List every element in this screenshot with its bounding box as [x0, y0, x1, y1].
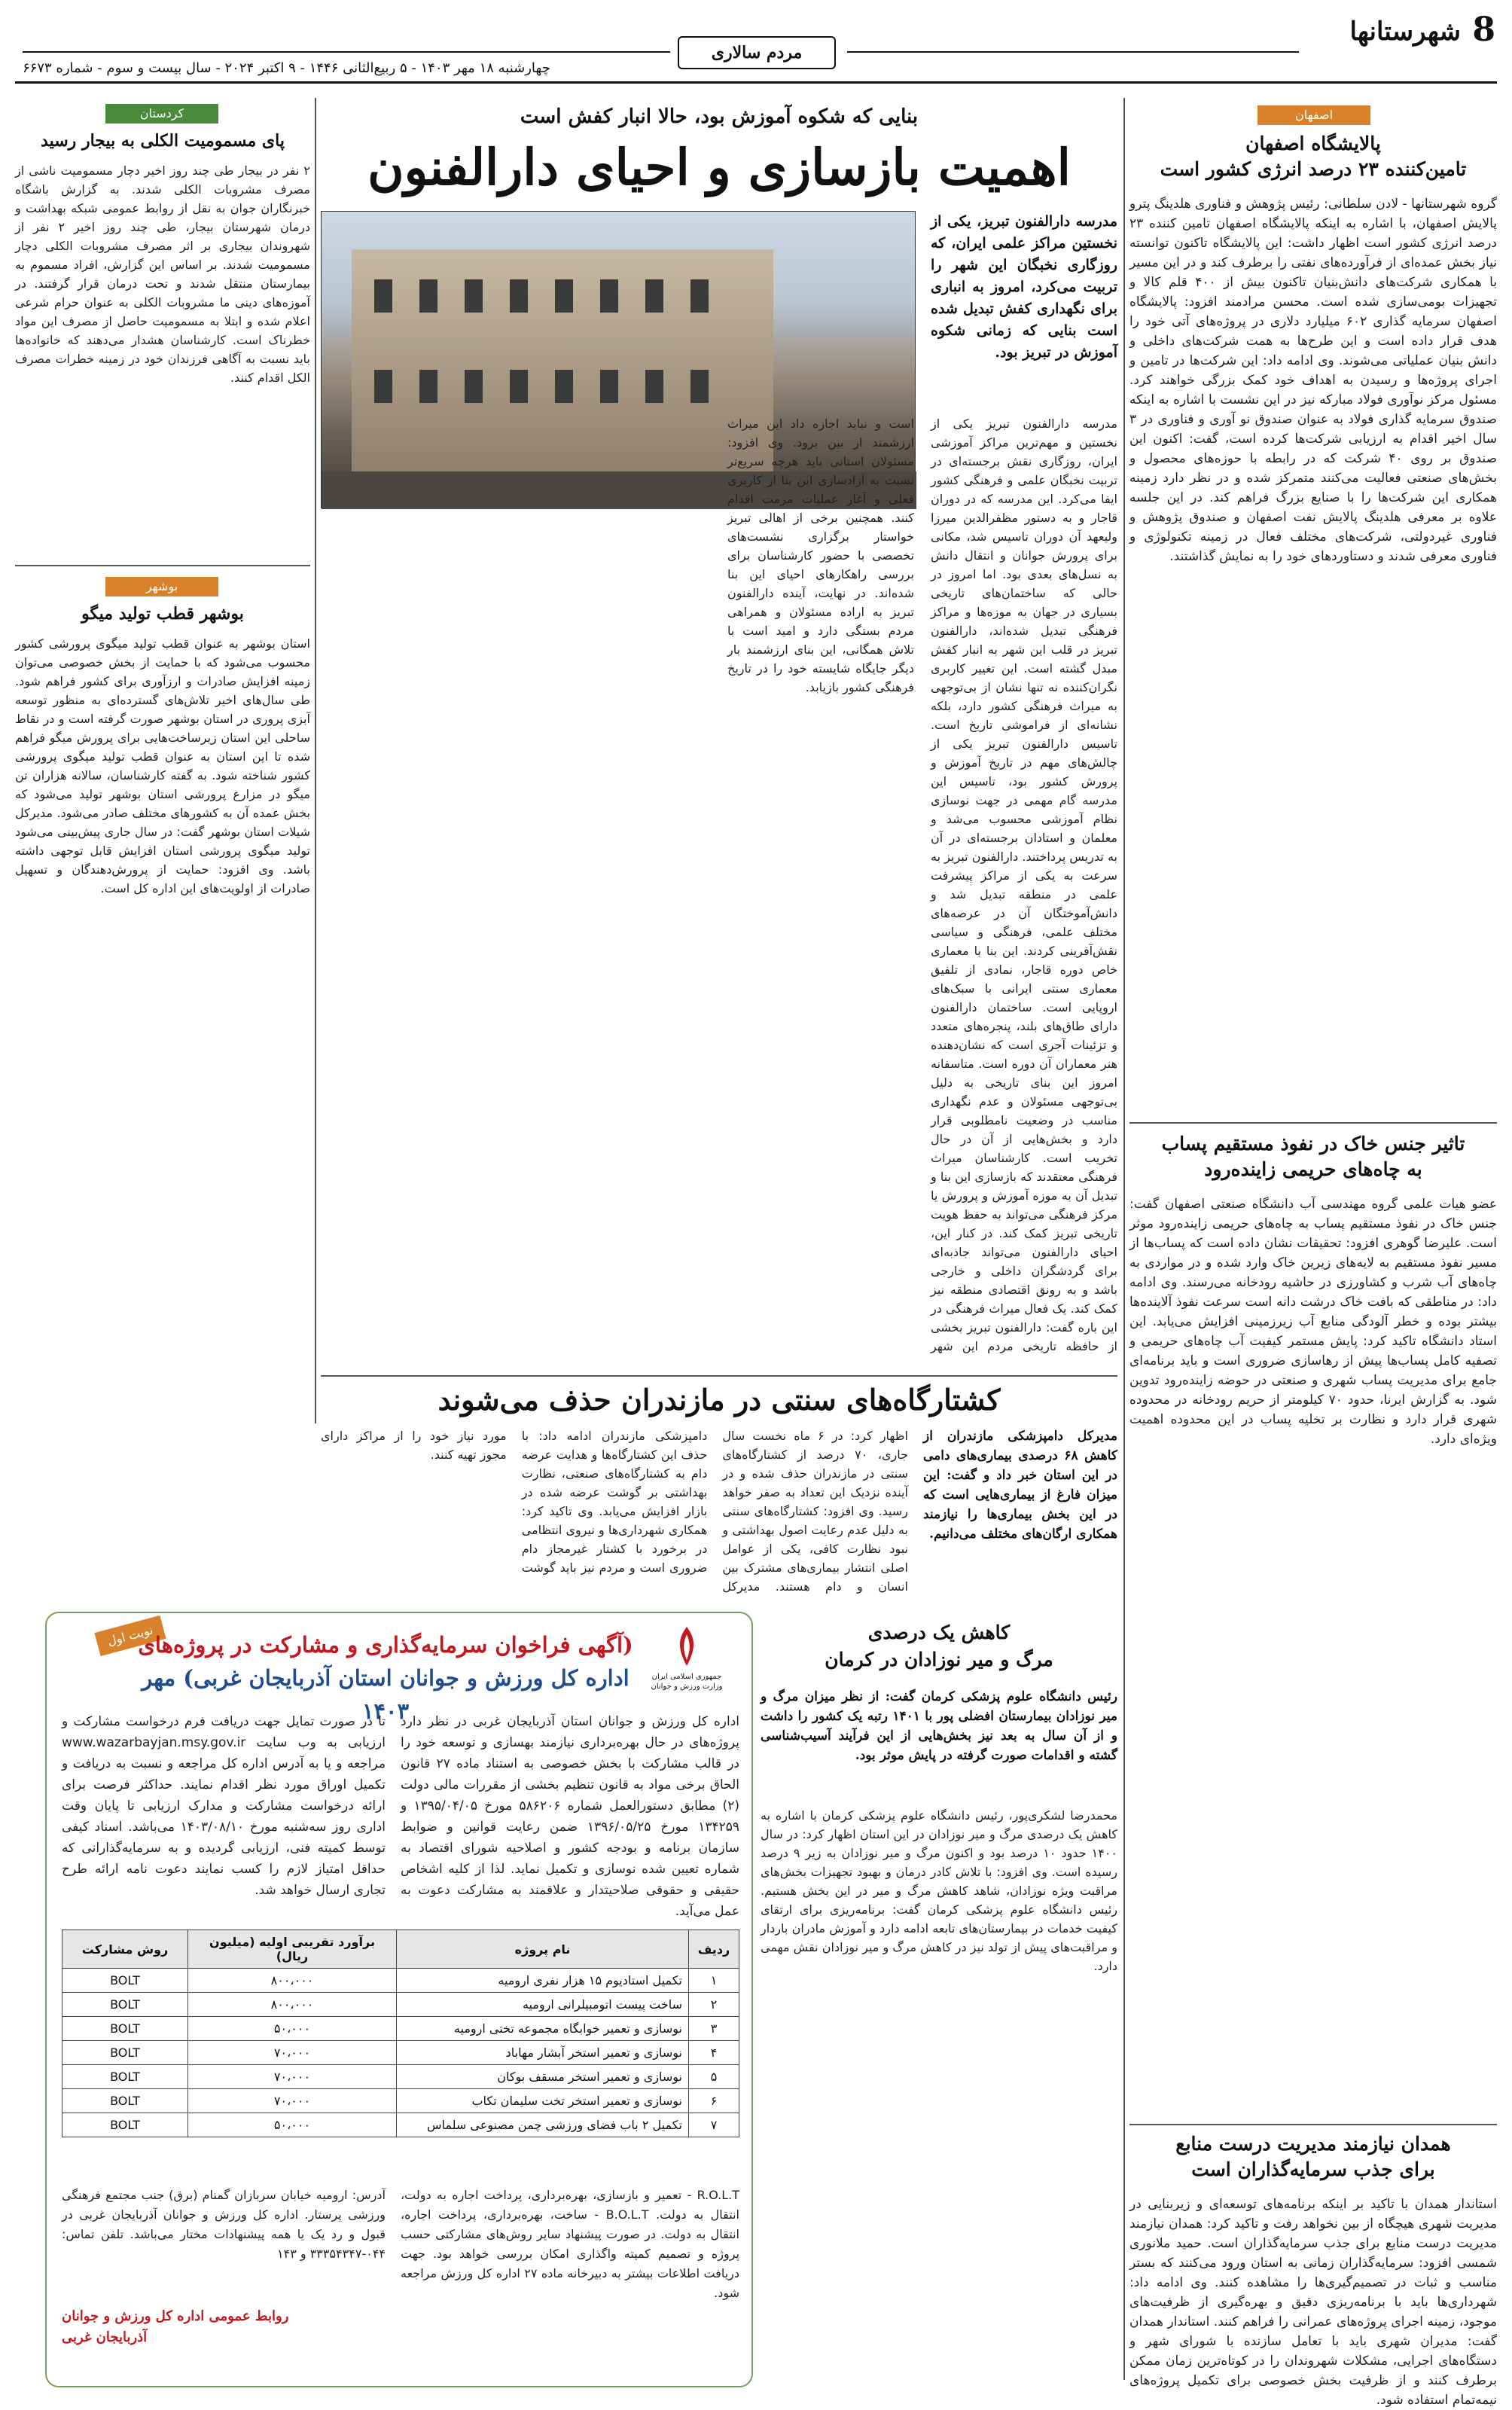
page-number: 8 [1472, 11, 1495, 49]
row-number: ۵ [689, 2065, 739, 2089]
emblem-icon [664, 1624, 709, 1669]
masthead-rule-right [847, 51, 1299, 53]
ad-intro: اداره کل ورزش و جوانان استان آذربایجان غربی در نظر دارد پروژه‌های در حال بهره‌برداری نیازمند بهسازی و توسعه خود را در قالب مشارکت با بخش خصوصی به استناد ماده ۲۷ قانون الحاق برخی مواد به قانون تنظیم بخشی از مقررات مالی دولت (۲) مطابق دستورالعمل شماره ۵۸۶۲۰۶ مورخ ۱۳۹۵/۰۴/۰۵ و ۱۳۴۲۵۹ مورخ ۱۳۹۶/۰۵/۲۵ ضمن رعایت قوانین و ضوابط سازمان برنامه و بودجه کشور و اصلاحیه شورای اقتصاد به شماره تعیین شده نوسازی و تکمیل نماید. لذا از کلیه اشخاص حقیقی و حقوقی صلاحیتدار و علاقمند به مشارکت دعوت به عمل می‌آید. [401, 1714, 739, 1919]
article-title-hamedan: همدان نیازمند مدیریت درست منابع برای جذب سرمایه‌گذاران است [1175, 2133, 1451, 2180]
article-body-bijar: ۲ نفر در بیجار طی چند روز اخیر دچار مسمومیت ناشی از مصرف مشروبات الکلی شدند. به گزارش باشگاه خبرنگاران جوان به نقل از روابط عمومی شبکه بهداشت و درمان شهرستان بیجار، طی چند روز اخیر ۲ نفر از شهروندان بیجاری بر اثر مصرف مشروبات الکلی دچار مسمومیت شدند. بر اساس این گزارش، افراد مسموم به بیمارستان منتقل شدند و تحت درمان قرار گرفتند. در آموزه‌های دینی ما مشروبات الکلی به عنوان حرام شرعی اعلام شده و ابتلا به مسمومیت حاصل از مصرف این مواد خطرناک است. کارشناسان هشدار می‌دهند که خانواده‌ها باید نسبت به آگاهی فرزندان خود در زمینه خطرات مصرف الکل اقدام کنند. [15, 163, 311, 385]
dateline: چهارشنبه ۱۸ مهر ۱۴۰۳ - ۵ ربیع‌الثانی ۱۴۴۶ - ۹ اکتبر ۲۰۲۴ - سال بیست و سوم - شماره ۶۶۷۳ [23, 60, 550, 76]
article-kerman [761, 1612, 1117, 2387]
article-lead: مدرسه دارالفنون تبریز، یکی از نخستین مراکز علمی ایران، که روزگاری نخبگان این شهر را تربیت می‌کرد، امروز به انباری برای نگهداری کفش تبدیل شده است بنایی که زمانی شکوه آموزش در تبریز بود. [931, 213, 1117, 361]
left-column [15, 98, 310, 1416]
table-header-row [62, 1930, 739, 1969]
main-article-tabriz [321, 98, 1117, 1371]
article-lead-mazandaran: مدیرکل دامپزشکی مازندران از کاهش ۶۸ درصدی بیماری‌های دامی در این استان خبر داد و گفت: این میزان فارغ از بیماری‌هایی است که در این بخش بیماری‌ها را نیازمند همکاری ارگان‌های مختلف می‌دانیم. [923, 1429, 1117, 1542]
row-number: ۱ [689, 1969, 739, 1993]
region-tag-bushehr: بوشهر [105, 577, 218, 596]
project-name: نوسازی و تعمیر خوابگاه مجموعه تختی ارومیه [397, 2017, 689, 2041]
row-number: ۳ [689, 2017, 739, 2041]
right-column [1129, 98, 1498, 2408]
article-body-hamedan: استاندار همدان با تاکید بر اینکه برنامه‌های توسعه‌ای و زیربنایی در مدیریت شهری هیچگاه از بین نخواهد رفت و تاکید کرد: همدان نیازمند مدیریت درست منابع برای جذب سرمایه‌گذاران است. حمید ملانوری شمسی افزود: سرمایه‌گذاران زمانی به استان ورود می‌کنند که بستر مناسب و ثبات در تصمیم‌گیری‌ها را مشاهده کنند. وی ادامه داد: شهرداری‌ها باید با برنامه‌ریزی دقیق و بهره‌گیری از ظرفیت‌های موجود، زمینه اجرای پروژه‌های عمرانی را فراهم کنند. استاندار همدان گفت: مدیران شهری باید با تعامل سازنده با شورای شهر و دستگاه‌های اجرایی، مشکلات شهروندان را در کوتاه‌ترین زمان ممکن برطرف کنند و از ظرفیت بخش خصوصی برای تکمیل پروژه‌های نیمه‌تمام استفاده شود. [1129, 2197, 1497, 2408]
project-name: نوسازی و تعمیر استخر آبشار مهاباد [397, 2041, 689, 2065]
article-body-mazandaran: اظهار کرد: در ۶ ماه نخست سال جاری، ۷۰ درصد از کشتارگاه‌های سنتی در مازندران حذف شده و در آینده نزدیک این تعداد به صفر خواهد رسید. وی افزود: کشتارگاه‌های سنتی به دلیل عدم رعایت اصول بهداشتی و نبود نظارت کافی، یکی از عوامل اصلی انتشار بیماری‌های مشترک بین انسان و دام هستند. مدیرکل دامپزشکی مازندران ادامه داد: با حذف این کشتارگاه‌ها و هدایت عرضه دام به کشتارگاه‌های صنعتی، نظارت بهداشتی بر گوشت عرضه شده در بازار افزایش می‌یابد. وی تاکید کرد: همکاری شهرداری‌ها و نیروی انتظامی در برخورد با کشتار غیرمجاز دام ضروری است و مردم نیز باید گوشت مورد نیاز خود را از مراکز دارای مجوز تهیه کنند. [321, 1429, 909, 1594]
estimate-value: ۷۰،۰۰۰ [188, 2089, 397, 2113]
article-title-mazandaran: کشتارگاه‌های سنتی در مازندران حذف می‌شوند [437, 1383, 1001, 1417]
participation-method: BOLT [62, 2089, 188, 2113]
col-header-project: نام پروژه [397, 1930, 689, 1969]
col-header-row-no: ردیف [689, 1930, 739, 1969]
project-name: تکمیل ۲ باب فضای ورزشی چمن مصنوعی سلماس [397, 2113, 689, 2137]
column-divider-left [315, 98, 316, 1423]
header-divider [15, 81, 1497, 84]
participation-method: BOLT [62, 1969, 188, 1993]
project-name: نوسازی و تعمیر استخر تخت سلیمان تکاب [397, 2089, 689, 2113]
article-headline: اهمیت بازسازی و احیای دارالفنون [367, 138, 1071, 197]
estimate-value: ۷۰،۰۰۰ [188, 2065, 397, 2089]
article-lead-kerman: رئیس دانشگاه علوم پزشکی کرمان گفت: از نظر میزان مرگ و میر نوزادان بیمارستان افضلی پور با ۱۴۰۱ رتبه یک کشور را داشت و از آن سال به بعد نیز بخش‌هایی از این فرآیند آسیب‌شناسی گشته و اقدامات صورت گرفته در پایش موثر بود. [761, 1689, 1117, 1763]
estimate-value: ۵۰،۰۰۰ [188, 2113, 397, 2137]
ad-table-body [62, 1969, 739, 2137]
article-separator [15, 565, 310, 566]
ad-projects-table [62, 1930, 739, 2137]
table-row [62, 2065, 739, 2089]
article-body-isfahan-refinery: گروه شهرستانها - لادن سلطانی: رئیس پژوهش و فناوری هلدینگ پترو پالایش اصفهان، با اشاره به اینکه پالایشگاه اصفهان تامین کننده ۲۳ درصد انرژی کشور است اظهار داشت: این پالایشگاه تاکنون توانسته نیاز بخش عمده‌ای از فرآورده‌های نفتی را برطرف کند و در این مسیر با همکاری شرکت‌های دانش‌بنیان تاکنون بیش از ۴۰۰ قلم کالا و تجهیزات بومی‌سازی شده است. محسن مرادمند افزود: پالایشگاه اصفهان سرمایه گذاری ۶۰۲ میلیارد دلاری در پروژه‌های آتی خود را هدف قرار داده است و این طرح‌ها به همت شرکت‌های داخلی و دانش بنیان عملیاتی می‌شوند. وی ادامه داد: این شرکت‌ها در تامین و اجرای پروژه‌ها و رسیدن به اهداف خود کمک بزرگی خواهند کرد. مسئول مرکز نوآوری فولاد مبارکه نیز در این نشست با اشاره به اینکه صندوق سرمایه گذاری فولاد به عنوان صندوق نو آوری و فناوری در ۳ سال اخیر اقدام به ارزیابی شرکت‌ها کرده است، گفت: اکنون این صندوق بر روی ۴۰ شرکت که در رابطه با حوزه‌های محصول و بخش‌های صنعتی فعالیت می‌کنند متمرکز شده و در نظر دارد زمینه همکاری این شرکت‌ها را با صنایع بزرگ فراهم کند. در این جلسه علاوه بر معرفی هلدینگ پالایش نفت اصفهان و صندوق پژوهش و فناوری غیردولتی، شرکت‌های مختلف فعال در زمینه تکنولوژی و فناوری معرفی شدند و دستاوردهای خود را به نمایش گذاشتند. [1129, 197, 1498, 564]
article-mazandaran [321, 1381, 1117, 1607]
investment-announcement-ad [45, 1612, 753, 2387]
estimate-value: ۸۰۰،۰۰۰ [188, 1993, 397, 2017]
article-body-zayandeh-rud: عضو هیات علمی گروه مهندسی آب دانشگاه صنعتی اصفهان گفت: جنس خاک در نفوذ مستقیم پساب به چاه‌های حریمی زاینده‌رود موثر است. علیرضا گوهری افزود: تحقیقات نشان داده است که پساب‌ها از مسیر نفوذ مستقیم به لایه‌های زیرین خاک وارد شده و در مواردی به چاه‌های آب شرب و کشاورزی در حاشیه رودخانه می‌رسند. وی ادامه داد: در مناطقی که بافت خاک درشت دانه است سرعت نفوذ آلاینده‌ها بیشتر بوده و خطر آلودگی منابع آب زیرزمینی افزایش می‌یابد. این استاد دانشگاه تاکید کرد: پایش مستمر کیفیت آب چاه‌های حریمی و تصفیه کامل پساب‌ها پیش از رهاسازی ضروری است و باید برنامه‌ای جامع برای مدیریت پساب شهری و صنعتی در حوضه زاینده‌رود تدوین شود. به گزارش ایرنا، حدود ۷۰ کیلومتر از حریم رودخانه در محدوده شهری قرار دارد و نظارت بر تخلیه پساب در این محدوده اهمیت ویژه‌ای دارد. [1129, 1197, 1498, 1447]
article-title-bijar: پای مسمومیت الکلی به بیجار رسید [41, 131, 285, 151]
article-title-isfahan-refinery: پالایشگاه اصفهان تامین‌کننده ۲۳ درصد انرژی کشور است [1160, 133, 1467, 180]
row-number: ۴ [689, 2041, 739, 2065]
emblem-caption: جمهوری اسلامی ایران وزارت ورزش و جوانان [651, 1673, 723, 1691]
ad-badge: نوبت اول [94, 1615, 166, 1656]
section-title: شهرستانها [1349, 17, 1461, 47]
ad-terms: تا در صورت تمایل جهت دریافت فرم درخواست مشارکت و ارزیابی به وب سایت www.wazarbayjan.msy.gov.ir مراجعه و یا به آدرس اداره کل مراجعه و نسبت به دریافت و تکمیل اوراق مورد نظر اقدام نمایند. حداکثر فرصت برای ارائه درخواست مشارکت و مدارک ارزیابی تا پایان وقت اداری روز سه‌شنبه مورخ ۱۴۰۳/۰۸/۱۰ می‌باشد. اسناد کیفی توسط کمیته فنی، ارزیابی گردیده و به سرمایه‌گذارانی که حداقل امتیاز لازم را کسب نمایند دعوت نامه ارائه طرح تجاری ارسال خواهد شد. [62, 1714, 386, 1898]
participation-method: BOLT [62, 2017, 188, 2041]
article-separator [1129, 1122, 1497, 1124]
table-row [62, 2113, 739, 2137]
table-row [62, 2089, 739, 2113]
project-name: نوسازی و تعمیر استخر مسقف بوکان [397, 2065, 689, 2089]
article-body-tabriz: مدرسه دارالفنون تبریز یکی از نخستین و مهم‌ترین مراکز آموزشی ایران، روزگاری نقش برجسته‌ای در تربیت نخبگان علمی و فرهنگی کشور ایفا می‌کرد. این مدرسه که در دوران قاجار و به دستور مظفرالدین میرزا ولیعهد آن دوران تاسیس شد، مکانی برای پرورش جوانان و انتقال دانش به نسل‌های بعدی بود. اما امروز در حالی که ساختمان‌های تاریخی بسیاری در جهان به موزه‌ها و مراکز فرهنگی تبدیل شده‌اند، دارالفنون تبریز در قلب این شهر به انبار کفش مبدل گشته است. این تغییر کاربری نگران‌کننده نه تنها نشان از بی‌توجهی به میراث فرهنگی کشور دارد، بلکه نشانه‌ای از فراموشی تاریخ است. تاسیس دارالفنون تبریز یکی از چالش‌های مهم در تاریخ آموزش و پرورش کشور بود، تاسیس این مدرسه گام مهمی در جهت نوسازی نظام آموزشی محسوب می‌شد و معلمان و استادان برجسته‌ای در آن به تدریس پرداختند. دارالفنون تبریز به سرعت به یکی از مراکز پیشرفت علمی در منطقه تبدیل شد و دانش‌آموختگان آن در عرصه‌های مختلف علمی، فرهنگی و سیاسی نقش‌آفرینی کردند. این بنا با معماری خاص دوره قاجار، نمادی از تلفیق معماری سنتی ایرانی با سبک‌های اروپایی است. ساختمان دارالفنون دارای طاق‌های بلند، پنجره‌های متعدد و تزئینات آجری است که نشان‌دهنده هنر معماران آن دوره است. متاسفانه امروز این بنای تاریخی به دلیل بی‌توجهی مسئولان و عدم نگهداری مناسب در وضعیت نامطلوبی قرار دارد و بخش‌هایی از آن در حال تخریب است. کارشناسان میراث فرهنگی معتقدند که بازسازی این بنا و تبدیل آن به موزه آموزش و پرورش یا مرکز فرهنگی می‌تواند به حفظ هویت تاریخی تبریز کمک کند. در کنار این، احیای دارالفنون می‌تواند جاذبه‌ای برای گردشگران داخلی و خارجی باشد و به رونق اقتصادی منطقه نیز کمک کند. یک فعال میراث فرهنگی در این باره گفت: دارالفنون تبریز بخشی از حافظه تاریخی مردم این شهر است و نباید اجازه داد این میراث ارزشمند از بین برود. وی افزود: مسئولان استانی باید هرچه سریع‌تر نسبت به آزادسازی این بنا از کاربری فعلی و آغاز عملیات مرمت اقدام کنند. همچنین برخی از اهالی تبریز خواستار برگزاری نشست‌های تخصصی با حضور کارشناسان برای بررسی راهکارهای احیای این بنا شده‌اند. در نهایت، آینده دارالفنون تبریز به اراده مسئولان و همراهی مردم بستگی دارد و امید است با تلاش همگانی، این بنای ارزشمند بار دیگر جایگاه شایسته خود را در تاریخ فرهنگی کشور بازیابد. [727, 416, 1117, 1353]
project-name: تکمیل استادیوم ۱۵ هزار نفری ارومیه [397, 1969, 689, 1993]
article-title-zayandeh-rud: تاثیر جنس خاک در نفوذ مستقیم پساب به چاه‌های حریمی زاینده‌رود [1161, 1133, 1465, 1180]
participation-method: BOLT [62, 2041, 188, 2065]
article-title-kerman: کاهش یک درصدی مرگ و میر نوزادان در کرمان [825, 1621, 1053, 1670]
estimate-value: ۸۰۰،۰۰۰ [188, 1969, 397, 1993]
table-row [62, 1993, 739, 2017]
estimate-value: ۷۰،۰۰۰ [188, 2041, 397, 2065]
participation-method: BOLT [62, 2065, 188, 2089]
article-title-bushehr: بوشهر قطب تولید میگو [81, 604, 244, 624]
government-emblem-icon [642, 1624, 732, 1699]
region-tag-kurdistan: کردستان [105, 104, 218, 124]
section-separator [321, 1375, 1117, 1377]
participation-method: BOLT [62, 2113, 188, 2137]
article-body-kerman: محمدرضا لشکری‌پور، رئیس دانشگاه علوم پزشکی کرمان با اشاره به کاهش یک درصدی مرگ و میر نوزادان در این استان اظهار کرد: در سال ۱۴۰۰ حدود ۱۰ درصد بود و اکنون مرگ و میر نوزادان به زیر ۹ درصد رسیده است. وی افزود: با تلاش کادر درمان و بهبود تجهیزات بخش‌های مراقبت ویژه نوزادان، شاهد کاهش مرگ و میر در این بخش هستیم. رئیس دانشگاه علوم پزشکی کرمان گفت: برنامه‌ریزی برای ارتقای کیفیت خدمات در بیمارستان‌های تابعه ادامه دارد و آموزش مادران باردار و مراقبت‌های پیش از تولد نیز در کاهش مرگ و میر نوزادان نقش مهمی دارد. [761, 1808, 1118, 1973]
row-number: ۶ [689, 2089, 739, 2113]
region-tag-isfahan: اصفهان [1257, 105, 1370, 125]
article-kicker: بنایی که شکوه آموزش بود، حالا انبار کفش است [520, 105, 919, 128]
row-number: ۲ [689, 1993, 739, 2017]
table-row [62, 2041, 739, 2065]
page-header [0, 0, 1512, 76]
ad-signature: روابط عمومی اداره کل ورزش و جوانان آذربایجان غربی [62, 2308, 289, 2345]
article-body-bushehr: استان بوشهر به عنوان قطب تولید میگوی پرورشی کشور محسوب می‌شود که با حمایت از بخش خصوصی می‌توان زمینه افزایش صادرات و ارزآوری برای کشور فراهم شود. طی سال‌های اخیر تلاش‌های گسترده‌ای به منظور توسعه آبزی پروری در استان بوشهر صورت گرفته است و در نقاط ساحلی این استان زیرساخت‌هایی برای پرورش میگو فراهم شده تا این استان به عنوان قطب تولید میگوی پرورشی کشور شناخته شود. به گفته کارشناسان، سالانه هزاران تن میگو در مزارع پرورشی استان بوشهر تولید می‌شود که بخش عمده آن به کشورهای مختلف صادر می‌شود. مدیرکل شیلات استان بوشهر گفت: در سال جاری پیش‌بینی می‌شود تولید میگوی پرورشی استان افزایش قابل توجهی داشته باشد. وی افزود: حمایت از پرورش‌دهندگان و تسهیل صادرات از اولویت‌های این اداره کل است. [15, 636, 310, 895]
project-name: ساخت پیست اتومبیلرانی ارومیه [397, 1993, 689, 2017]
ad-address: آدرس: ارومیه خیابان سربازان گمنام (برق) جنب مجتمع فرهنگی ورزشی پرستار. اداره کل ورزش و جوانان آذربایجان غربی در قبول و رد یک یا همه پیشنهادات مختار می‌باشد. تلفن تماس: ۰۴۴-۳۳۳۵۴۳۴۷ و ۱۴۳ [62, 2188, 386, 2261]
row-number: ۷ [689, 2113, 739, 2137]
column-divider-right [1123, 98, 1125, 2380]
table-row [62, 1969, 739, 1993]
col-header-method: روش مشارکت [62, 1930, 188, 1969]
masthead-rule-left [23, 51, 670, 53]
estimate-value: ۵۰،۰۰۰ [188, 2017, 397, 2041]
participation-method: BOLT [62, 1993, 188, 2017]
col-header-estimate: برآورد تقریبی اولیه (میلیون ریال) [188, 1930, 397, 1969]
table-row [62, 2017, 739, 2041]
ad-notes: R.O.L.T - تعمیر و بازسازی، بهره‌برداری، پرداخت اجاره به دولت، انتقال به دولت. B.O.L.T - ساخت، بهره‌برداری، پرداخت اجاره، انتقال به دولت. در صورت پیشنهاد سایر روش‌های مشارکتی حسب پروژه و تصمیم کمیته واگذاری امکان بررسی خواهد بود. جهت دریافت اطلاعات بیشتر به دبیرخانه ماده ۲۷ اداره کل ورزش مراجعه شود. [401, 2188, 739, 2300]
newspaper-logo: مردم سالاری [678, 36, 836, 69]
ad-title: (آگهی فراخوان سرمایه‌گذاری و مشارکت در پروژه‌های اداره کل ورزش و جوانان استان آذربایجان غربی) مهر ۱۴۰۳ [138, 1632, 633, 1724]
article-separator [1129, 2124, 1497, 2125]
